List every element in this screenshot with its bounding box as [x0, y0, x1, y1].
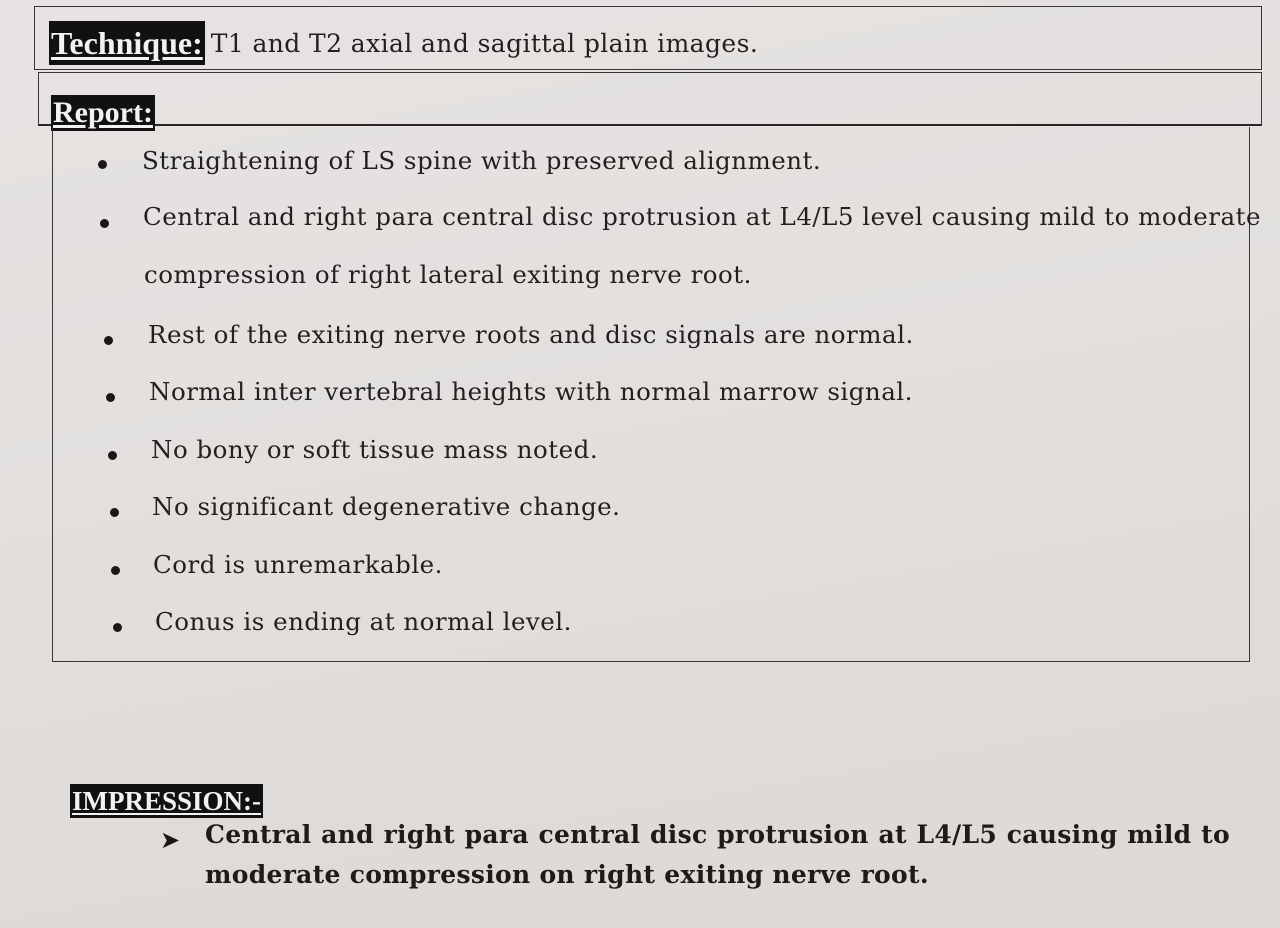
impression-word: central [538, 820, 641, 849]
impression-word: para [464, 820, 529, 849]
finding-4: Normal inter vertebral heights with normal marrow signal. [149, 377, 913, 406]
arrow-bullet-icon: ➤ [160, 826, 181, 854]
bullet-7 [111, 566, 120, 575]
finding-2: Central and right para central disc protrusion at L4/L5 level causing mild to moderate [143, 202, 1261, 231]
impression-word: right [383, 820, 455, 849]
finding-1: Straightening of LS spine with preserved alignment. [142, 146, 822, 175]
impression-line-2: moderate compression on right exiting nerve root. [205, 860, 929, 889]
finding-5: No bony or soft tissue mass noted. [151, 435, 599, 464]
impression-word: and [321, 820, 374, 849]
technique-row [49, 21, 758, 65]
bullet-4 [106, 393, 115, 402]
report-label: Report: [53, 96, 153, 129]
impression-word: L4/L5 [916, 820, 998, 849]
bullet-8 [113, 623, 122, 632]
impression-word: mild [1127, 820, 1192, 849]
finding-8: Conus is ending at normal level. [155, 607, 572, 636]
impression-label: IMPRESSION:- [72, 786, 262, 816]
finding-6: No significant degenerative change. [152, 492, 621, 521]
impression-word: disc [650, 820, 708, 849]
finding-2-continued: compression of right lateral exiting nerve root. [144, 260, 752, 289]
bullet-5 [108, 451, 117, 460]
report-header-box [38, 72, 1262, 129]
technique-text: T1 and T2 axial and sagittal plain images. [210, 28, 759, 58]
technique-label: Technique: [49, 21, 205, 65]
bullet-6 [110, 508, 119, 517]
bullet-1 [98, 160, 107, 169]
impression-word: causing [1006, 820, 1118, 849]
technique-box [34, 6, 1262, 70]
impression-word: protrusion [717, 820, 869, 849]
finding-3: Rest of the exiting nerve roots and disc signals are normal. [148, 320, 914, 349]
finding-7: Cord is unremarkable. [153, 550, 443, 579]
impression-line-1 [205, 820, 1230, 849]
impression-word: at [878, 820, 907, 849]
impression-word: to [1201, 820, 1230, 849]
impression-word: Central [205, 820, 312, 849]
bullet-3 [104, 336, 113, 345]
bullet-2 [100, 219, 109, 228]
